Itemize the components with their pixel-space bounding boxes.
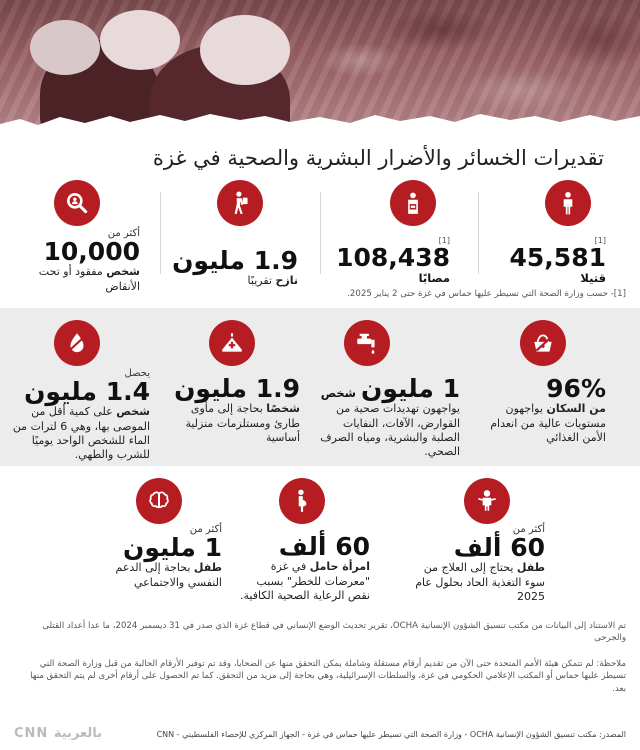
stat-description: "معرضات للخطر" بسبب نقص الرعاية الصحية الكافية. (239, 574, 370, 602)
stat-psychosocial-support (92, 478, 222, 590)
stat-label: شخص (106, 265, 140, 279)
search-icon (54, 180, 100, 226)
stat-bold-label: امرأة حامل (309, 560, 370, 574)
reference-mark: [1] (438, 236, 450, 245)
header-photo (0, 0, 640, 135)
person-icon (545, 180, 591, 226)
stat-malnourished-children (410, 478, 545, 604)
stat-bold-label: طفل (516, 561, 545, 575)
stat-description: بحاجة إلى مأوى طارئ ومستلزمات منزلية أساسية (185, 402, 300, 444)
column-divider (160, 192, 161, 274)
stat-killed (486, 180, 606, 285)
stat-value: 60 ألف (278, 532, 370, 561)
stat-bold-label: من السكان (546, 402, 606, 416)
stat-label-rest: مفقود أو تحت الأنقاض (38, 265, 140, 293)
stat-description: يحتاج إلى العلاج من سوء التغذية الحاد بحلول عام 2025 (415, 561, 545, 603)
stat-value: 1.9 مليون (174, 374, 300, 403)
source-line: المصدر: مكتب تنسيق الشؤون الإنسانية OCHA - وزارة الصحة التي تسيطر عليها حماس في غزة - الجهاز المركزي للإحصاء الفلسطيني - CNN (156, 730, 626, 739)
stat-label: نازح (275, 274, 298, 288)
page-title: تقديرات الخسائر والأضرار البشرية والصحية في غزة (152, 146, 604, 170)
stat-description: على كمية أقل من الموصى بها، وهي 6 لترات من الماء للشخص الواحد يوميًا للشرب والطهي. (12, 405, 150, 462)
stat-prefix: يحصل (124, 368, 150, 379)
cnn-arabic-logo: CNN بالعربية (14, 726, 102, 741)
stat-pregnant-women (240, 478, 370, 603)
water-drop-icon (54, 320, 100, 366)
water-tap-icon (344, 320, 390, 366)
stat-injured (330, 180, 450, 285)
stat-displaced (158, 180, 298, 289)
stat-label: قتيلا (580, 271, 606, 286)
mourner-headscarf (200, 15, 290, 85)
stat-prefix: أكثر من (512, 524, 545, 535)
column-divider (478, 192, 479, 274)
brain-icon (136, 478, 182, 524)
reference-mark: [1] (594, 236, 606, 245)
stat-value: 60 ألف (453, 533, 545, 562)
pregnant-woman-icon (279, 478, 325, 524)
stat-shelter (165, 320, 300, 445)
stat-health-threats (320, 320, 460, 459)
stat-description: يواجهون مستويات عالية من انعدام الأمن الغذائي (490, 402, 606, 444)
stat-prefix: أكثر من (107, 228, 140, 239)
stat-description-head: في غزة (270, 560, 307, 574)
footer (0, 718, 640, 750)
data-source-note: تم الاستناد إلى البيانات من مكتب تنسيق الشؤون الإنسانية OCHA، تقرير تحديث الوضع الإنساني في قطاع غزة الذي صدر في 31 ديسمبر 2024، ما عدا أعداد القتلى والجرحى (42, 621, 626, 644)
footnote: [1]- حسب وزارة الصحة التي تسيطر عليها حماس في غزة حتى 2 يناير 2025. (347, 289, 626, 299)
stat-value: 10,000 (43, 237, 140, 266)
stat-value-suffix: شخص (320, 386, 356, 400)
stat-description: بحاجة إلى الدعم النفسي والاجتماعي (115, 561, 222, 589)
stat-prefix: أكثر من (189, 524, 222, 535)
disclaimer-note: ملاحظة: لم تتمكن هيئة الأمم المتحدة حتى الآن من تقديم أرقام مستقلة وشاملة يمكن التحقق منها عن الضحايا، وقد تم توفير الأرقام الحالية من قبل وزارة الصحة التي تسيطر عليها حماس أو المكتب الإعلامي الحكومي في غزة، والسلطات الإسرائيلية، وهي بحاجة إلى مزيد من التحقق. كما تم الحصول على أرقام أخرى لم يتم التحقق منها بعد. (30, 659, 626, 694)
food-basket-icon (520, 320, 566, 366)
stat-value: 108,438 (336, 243, 450, 272)
stat-value: 1 مليون (360, 374, 460, 403)
stat-bold-label: شخص (116, 405, 150, 419)
stat-value: 45,581 (509, 243, 606, 272)
stat-value: 1.9 مليون (172, 246, 298, 275)
injured-arm-icon (390, 180, 436, 226)
stat-bold-label: شخصًا (266, 402, 300, 416)
stat-value: 96% (546, 374, 606, 403)
column-divider (320, 192, 321, 274)
mourner-headscarf (100, 10, 180, 70)
child-icon (464, 478, 510, 524)
stat-label-rest: تقريبًا (247, 274, 272, 288)
stat-bold-label: طفل (193, 561, 222, 575)
walking-with-bag-icon (217, 180, 263, 226)
torn-paper-edge (0, 110, 640, 135)
stat-water-access (10, 320, 150, 462)
stat-missing (20, 180, 140, 294)
stat-label: مصابًا (418, 271, 450, 286)
stat-value: 1.4 مليون (24, 377, 150, 406)
mourner-headscarf (30, 20, 100, 75)
stat-description: يواجهون تهديدات صحية من القوارض، الآفات، النفايات الصلبة والبشرية، ومياه الصرف الصحي. (320, 402, 460, 459)
stat-value: 1 مليون (122, 533, 222, 562)
first-aid-tent-icon (209, 320, 255, 366)
stat-food-insecurity (476, 320, 606, 445)
